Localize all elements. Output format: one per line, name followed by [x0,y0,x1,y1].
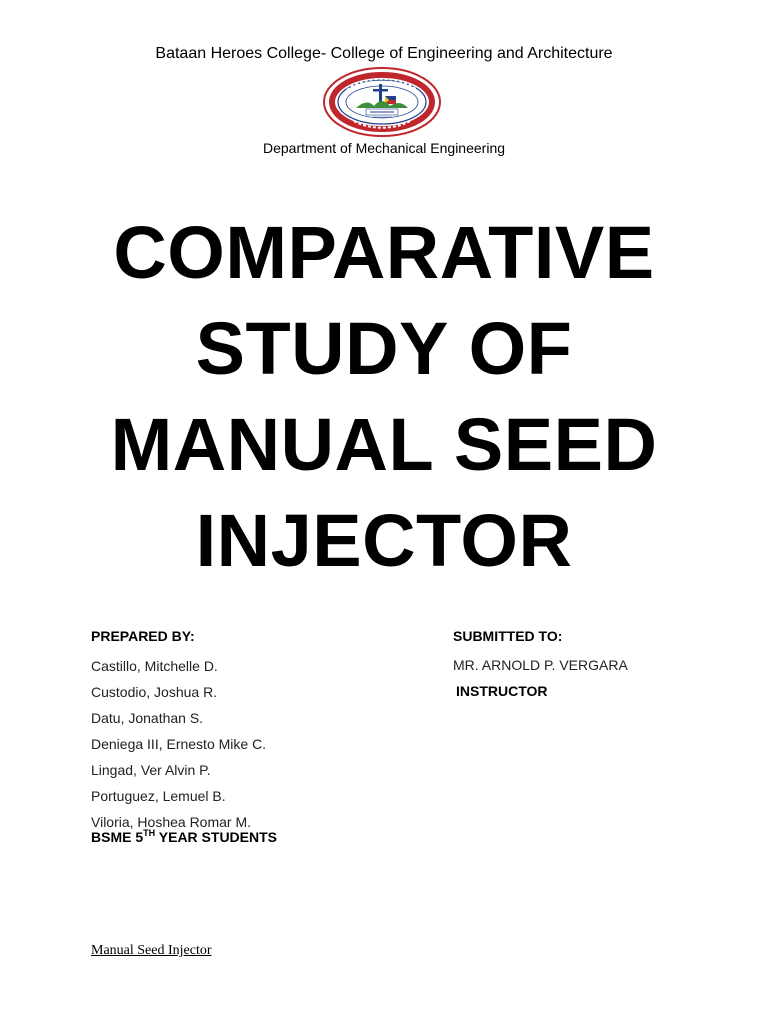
department-name: Department of Mechanical Engineering [262,140,506,156]
instructor-name: MR. ARNOLD P. VERGARA [453,657,628,673]
preparer-name: Castillo, Mitchelle D. [91,658,218,674]
instructor-role: INSTRUCTOR [456,683,548,699]
preparer-name: Portuguez, Lemuel B. [91,788,226,804]
footer-document-link[interactable]: Manual Seed Injector [91,943,212,958]
students-label-prefix: BSME 5 [91,829,144,845]
document-title [0,205,768,589]
preparer-name: Lingad, Ver Alvin P. [91,762,211,778]
title-line: INJECTOR [195,499,573,582]
students-label [91,829,277,845]
preparer-name: Custodio, Joshua R. [91,684,218,700]
title-line: COMPARATIVE [113,211,655,294]
preparer-list [91,656,266,828]
preparer-name: Datu, Jonathan S. [91,710,204,726]
college-seal-logo [322,66,442,138]
preparer-name: Viloria, Hoshea Romar M. [91,814,252,830]
submitted-to-heading: SUBMITTED TO: [453,628,563,644]
students-label-ordinal: TH [143,828,156,838]
title-line: MANUAL SEED [110,403,658,486]
title-line: STUDY OF [195,307,573,390]
preparer-name: Deniega III, Ernesto Mike C. [91,736,267,752]
college-name: Bataan Heroes College- College of Engineering and Architecture [155,45,613,62]
prepared-by-heading: PREPARED BY: [91,628,195,644]
students-label-suffix: YEAR STUDENTS [155,829,277,845]
